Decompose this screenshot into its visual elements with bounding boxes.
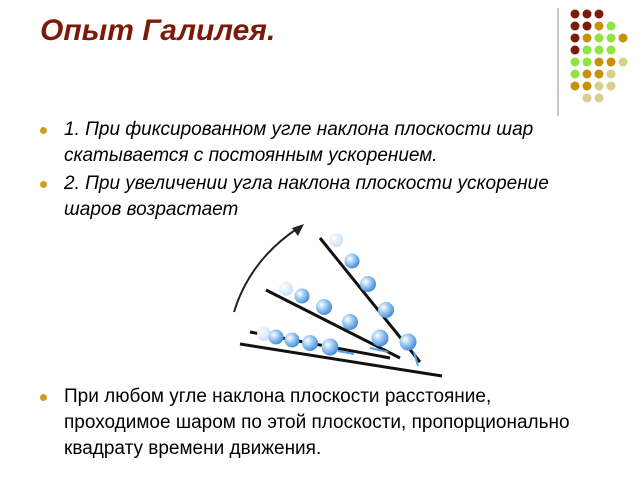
curved-arrow-icon [234,228,298,312]
dot-row-6 [571,70,616,79]
dot-row-5 [571,58,628,67]
dot-row-1 [571,10,604,19]
dot-row-7 [571,82,616,91]
bullet-text-1: 1. При фиксированном угле наклона плоскости шар скатывается с постоянным ускорением. [64,119,534,166]
curved-arrow-head [292,224,304,236]
bullet-text-3: При любом угле наклона плоскости расстояние, проходимое шаром по этой плоскости, пропорционально квадрату времени движения. [64,386,570,459]
bullet-text-2: 2. При увеличении угла наклона плоскости ускорение шаров возрастает [64,173,549,220]
title-divider [557,8,559,116]
balls-shallow [257,327,339,356]
dot-row-2 [571,22,616,31]
inclined-planes-illustration [220,218,452,388]
decorative-dot-grid [560,0,640,110]
dot-row-4 [571,46,616,55]
round-bullet-icon [40,181,47,188]
dot-row-3 [571,34,628,43]
balls-steep [329,233,417,351]
slide-title: Опыт Галилея. [40,14,276,47]
round-bullet-icon [40,127,47,134]
dot-row-8 [583,94,604,103]
round-bullet-icon [40,394,47,401]
